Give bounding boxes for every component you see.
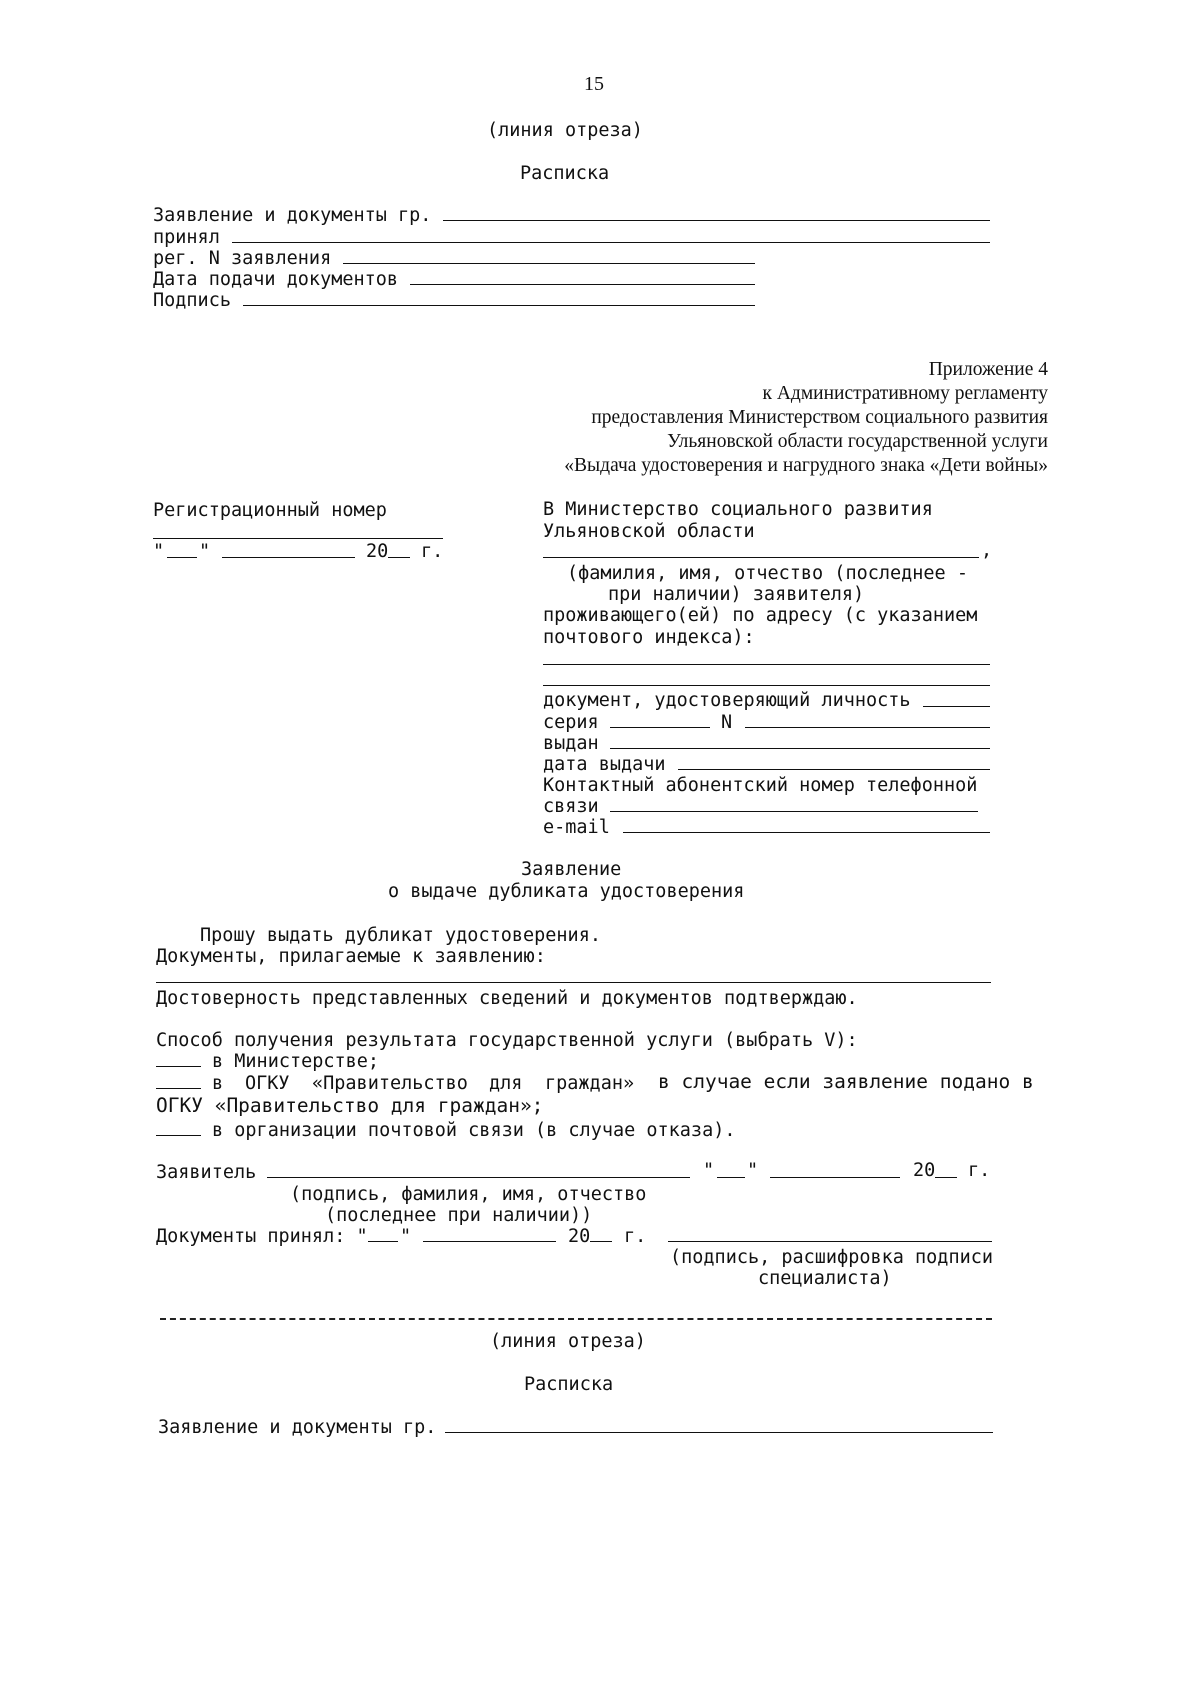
receipt-applicant-line[interactable] [443,220,990,221]
accepted-day-line[interactable] [368,1241,398,1242]
accepted-year-line[interactable] [590,1241,612,1242]
id-series-label: серия [543,712,599,733]
applicant-hint-2: (последнее при наличии)) [325,1205,593,1226]
method-option-2-word-4: для [489,1073,523,1094]
addressee-line-2: Ульяновской области [543,521,755,542]
applicant-date-close-quote: " [747,1160,759,1181]
appendix-line-2: к Административному регламенту [762,383,1048,404]
confirm-text: Достоверность представленных сведений и документов подтверждаю. [156,988,858,1009]
address-line-2[interactable] [543,685,990,686]
phone-label-2: связи [543,796,599,817]
accepted-year: 20 [568,1226,591,1247]
method-option-3: в организации почтовой связи (в случае отказа). [212,1120,736,1141]
applicant-year-suffix: г. [968,1160,991,1181]
receipt-field-regnum: рег. N заявления [153,248,332,269]
receipt-field-signature: Подпись [153,290,231,311]
appendix-line-3: предоставления Министерством социального развития [591,407,1048,428]
registration-date-open-quote: " [153,541,165,562]
name-hint-1: (фамилия, имя, отчество (последнее - [567,563,968,584]
bottom-receipt-field-applicant: Заявление и документы гр. [158,1417,437,1438]
specialist-hint-2: специалиста) [758,1268,892,1289]
method-option-1-checkbox[interactable] [156,1066,201,1067]
id-issue-date-line[interactable] [678,769,990,770]
method-option-2-word-1: в [212,1073,224,1094]
applicant-hint-1: (подпись, фамилия, имя, отчество [290,1184,647,1205]
phone-line[interactable] [610,811,978,812]
cut-line-label-bottom: (линия отреза) [490,1331,646,1352]
registration-year: 20 [366,541,389,562]
specialist-signature-line[interactable] [668,1241,992,1242]
applicant-name-comma: , [981,540,993,561]
bottom-receipt-applicant-line[interactable] [445,1432,993,1433]
method-option-2-tail: в случае если заявление подано в [658,1070,1034,1093]
appendix-line-5: «Выдача удостоверения и нагрудного знака «Дети войны» [564,455,1048,476]
attachments-label: Документы, прилагаемые к заявлению: [156,946,546,967]
registration-month-line[interactable] [222,557,355,558]
phone-label-1: Контактный абонентский номер телефонной [543,775,978,796]
id-series-line[interactable] [610,727,710,728]
registration-date-close-quote: " [199,541,211,562]
receipt-title-bottom: Расписка [524,1374,614,1395]
receipt-regnum-line[interactable] [343,263,755,264]
statement-title: Заявление [521,859,622,880]
registration-year-line[interactable] [388,557,410,558]
applicant-year: 20 [913,1160,936,1181]
receipt-signature-line[interactable] [243,305,755,306]
specialist-hint-1: (подпись, расшифровка подписи [670,1247,994,1268]
appendix-line-1: Приложение 4 [928,359,1048,380]
receipt-date-line[interactable] [410,284,755,285]
email-line[interactable] [623,832,990,833]
statement-subtitle: о выдаче дубликата удостоверения [388,881,745,902]
address-label-2: почтового индекса): [543,627,755,648]
name-hint-2: при наличии) заявителя) [608,584,865,605]
cut-line-label-top: (линия отреза) [487,120,643,141]
method-option-2-checkbox[interactable] [156,1088,201,1089]
method-option-2-line-2: ОГКУ «Правительство для граждан»; [156,1094,544,1117]
receipt-accepted-line[interactable] [232,242,990,243]
receipt-field-applicant: Заявление и документы гр. [153,205,432,226]
method-option-2-word-2: ОГКУ [245,1073,290,1094]
registration-number-line[interactable] [153,538,443,539]
registration-day-line[interactable] [167,557,197,558]
applicant-label: Заявитель [156,1162,257,1183]
applicant-month-line[interactable] [770,1177,900,1178]
receipt-field-date: Дата подачи документов [153,269,399,290]
accepted-year-suffix: г. [624,1226,647,1247]
method-option-2-word-5: граждан» [545,1073,635,1094]
address-line-1[interactable] [543,664,990,665]
accepted-close-quote: " [400,1226,412,1247]
applicant-year-line[interactable] [935,1177,957,1178]
method-option-2-word-3: «Правительство [312,1073,468,1094]
receipt-field-accepted: принял [153,227,220,248]
method-title: Способ получения результата государственной услуги (выбрать V): [156,1030,858,1051]
method-option-3-checkbox[interactable] [156,1135,201,1136]
page-number: 15 [584,73,604,95]
applicant-signature-line[interactable] [267,1177,690,1178]
method-option-1: в Министерстве; [212,1051,380,1072]
statement-request: Прошу выдать дубликат удостоверения. [200,925,601,946]
id-number-label: N [721,712,733,733]
appendix-line-4: Ульяновской области государственной услуги [667,431,1048,452]
id-issued-label: выдан [543,733,599,754]
id-document-label: документ, удостоверяющий личность [543,690,911,711]
registration-year-suffix: г. [421,541,444,562]
applicant-name-line[interactable] [543,557,979,558]
registration-label: Регистрационный номер [153,500,387,521]
attachments-line[interactable] [156,982,991,983]
accepted-month-line[interactable] [423,1241,556,1242]
id-document-line[interactable] [923,706,990,707]
id-issue-date-label: дата выдачи [543,754,666,775]
id-issued-line[interactable] [610,748,990,749]
accepted-label: Документы принял: " [156,1226,368,1247]
applicant-day-line[interactable] [717,1177,745,1178]
address-label-1: проживающего(ей) по адресу (с указанием [543,605,978,626]
applicant-date-open-quote: " [703,1160,715,1181]
receipt-title-top: Расписка [520,163,610,184]
addressee-line-1: В Министерство социального развития [543,499,933,520]
cut-dashed-line [160,1318,992,1320]
email-label: e-mail [543,817,610,838]
id-number-line[interactable] [745,727,990,728]
